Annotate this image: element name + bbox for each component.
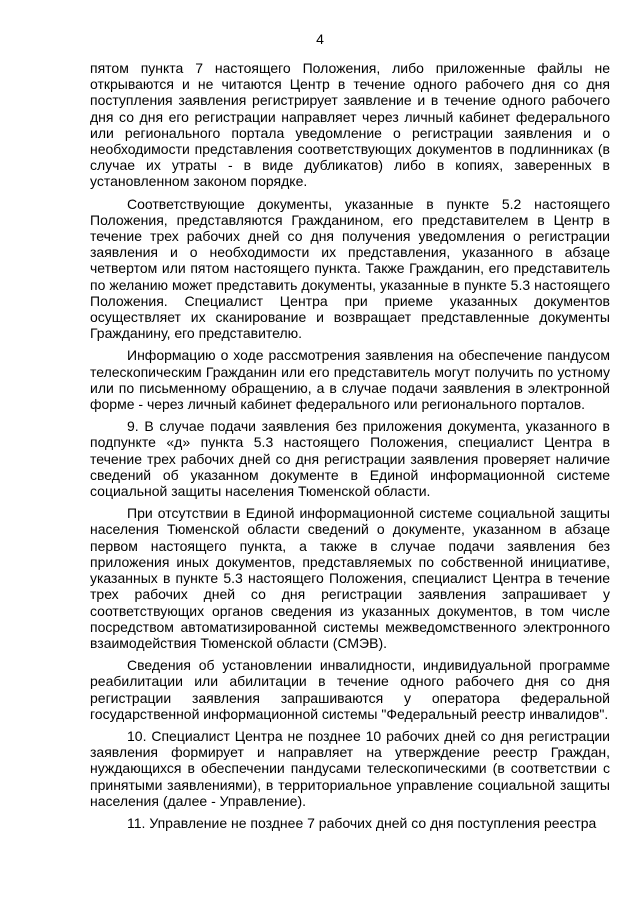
paragraph-documents-submission: Соответствующие документы, указанные в пункте 5.2 настоящего Положения, представляются Гражданином, его представителем в Центр в течение трех рабочих дней со дня получения уведомления о регистрации заявления и о необходимости их представления, указанного в абзаце четвертом или пятом настоящего пункта. Также Гражданин, его представитель по желанию может представить документы, указанные в пункте 5.3 настоящего Положения. Специалист Центра при приеме указанных документов осуществляет их сканирование и возвращает представленные документы Гражданину, его представителю. xyxy=(90,195,610,342)
paragraph-interagency-request: При отсутствии в Единой информационной системе социальной защиты населения Тюменской области сведений о документе, указанном в абзаце первом настоящего пункта, а также в случае подачи заявления без приложения иных документов, представляемых по собственной инициативе, указанных в пункте 5.3 настоящего Положения, специалист Центра в течение трех рабочих дней со дня регистрации заявления запрашивает у соответствующих органов сведения из указанных документов, в том числе посредством автоматизированной системы межведомственного электронного взаимодействия Тюменской области (СМЭВ). xyxy=(90,505,610,651)
paragraph-item-10: 10. Специалист Центра не позднее 10 рабочих дней со дня регистрации заявления формирует и направляет на утверждение реестр Граждан, нуждающихся в обеспечении пандусами телескопическими (в соответствии с принятыми заявлениями), в территориальное управление социальной защиты населения (далее - Управление). xyxy=(90,727,610,809)
paragraph-item-9: 9. В случае подачи заявления без приложения документа, указанного в подпункте «д» пункта 5.3 настоящего Положения, специалист Центра в течение трех рабочих дней со дня регистрации заявления проверяет наличие сведений об указанном документе в Единой информационной системе социальной защиты населения Тюменской области. xyxy=(90,418,610,500)
document-body xyxy=(90,60,610,837)
paragraph-item-11: 11. Управление не позднее 7 рабочих дней со дня поступления реестра xyxy=(127,814,597,831)
paragraph-disability-registry: Сведения об установлении инвалидности, индивидуальной программе реабилитации или абилитации в течение одного рабочего дня со дня регистрации заявления запрашиваются у оператора федеральной государственной информационной системы "Федеральный реестр инвалидов". xyxy=(90,657,610,722)
paragraph-continuation: пятом пункта 7 настоящего Положения, либо приложенные файлы не открываются и не читаются Центр в течение одного рабочего дня со дня поступления заявления регистрирует заявление и в течение одного рабочего дня со дня его регистрации направляет через личный кабинет федерального или регионального портала уведомление о регистрации заявления и о необходимости представления соответствующих документов в подлинниках (в случае их утраты - в виде дубликатов) либо в копиях, заверенных в установленном законом порядке. xyxy=(90,60,610,190)
page-number: 4 xyxy=(316,31,324,47)
paragraph-status-information: Информацию о ходе рассмотрения заявления на обеспечение пандусом телескопическим Гражданин или его представитель могут получить по устному или по письменному обращению, а в случае подачи заявления в электронной форме - через личный кабинет федерального или регионального порталов. xyxy=(90,347,610,413)
